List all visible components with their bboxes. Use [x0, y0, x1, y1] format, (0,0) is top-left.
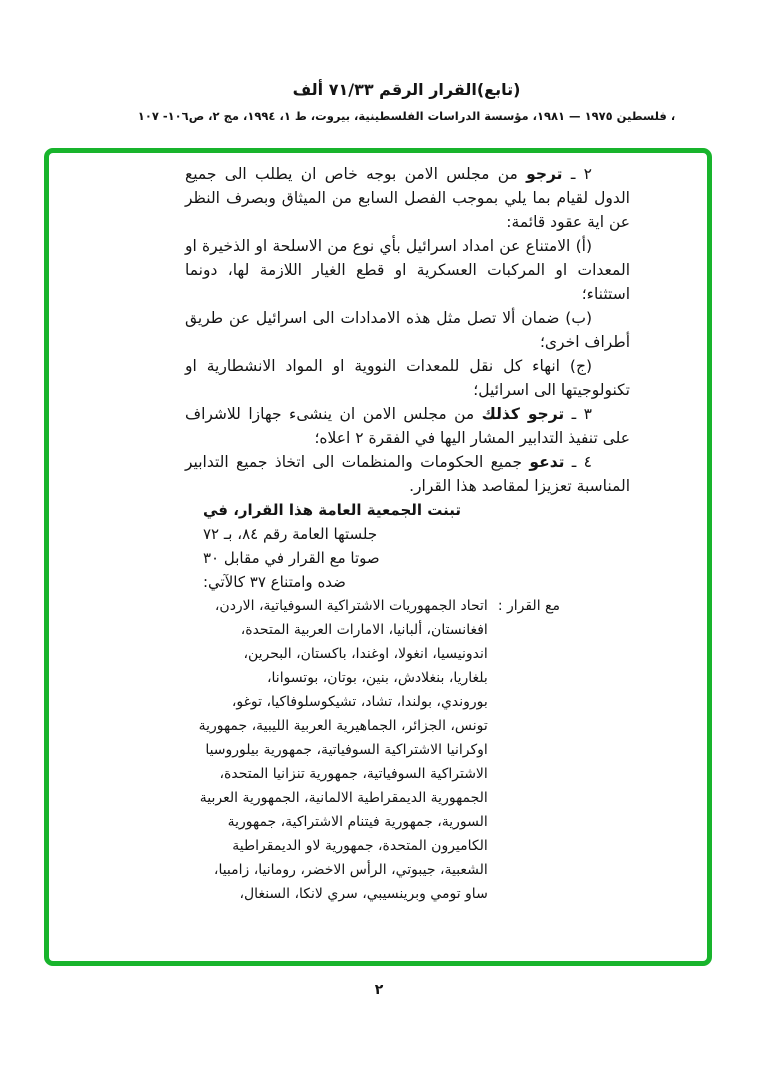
page-header [55, 80, 758, 123]
adoption-line: جلستها العامة رقم ٨٤، بـ ٧٢ [203, 525, 378, 543]
paragraph-2-number: ٢ ـ [562, 165, 592, 183]
source-citation: ، فلسطين ١٩٧٥ — ١٩٨١، مؤسسة الدراسات الفلسطينية، بيروت، ط ١، ١٩٩٤، مج ٢، ص١٠٦- ١٠٧ [137, 109, 676, 123]
paragraph-3-number: ٣ ـ [564, 405, 592, 423]
vote-countries-line: بلغاريا، بنغلادش، بنين، بوتان، بوتسوانا، [267, 670, 488, 686]
vote-countries-line: اوكرانيا الاشتراكية السوفياتية، جمهورية بيلوروسيا [205, 742, 488, 758]
paragraph-4 [185, 450, 630, 498]
clause-a-text: الامتناع عن امداد اسرائيل بأي نوع من الاسلحة او الذخيرة او المعدات او المركبات العسكرية او قطع الغيار اللازمة لها، دونما استثناء؛ [185, 237, 630, 303]
vote-countries-line: تونس، الجزائر، الجماهيرية العربية الليبية، جمهورية [198, 718, 488, 734]
vote-countries-line: الكاميرون المتحدة، جمهورية لاو الديمقراطية [232, 838, 488, 854]
clause-b-marker: (ب) [559, 309, 592, 327]
resolution-title: (تابع)القرار الرقم ٧١/٣٣ ألف [292, 80, 521, 99]
paragraph-4-text: جميع الحكومات والمنظمات الى اتخاذ جميع التدابير المناسبة تعزيزا لمقاصد هذا القرار. [185, 453, 630, 495]
paragraph-2-lead: ترجو [526, 165, 563, 183]
adoption-note [203, 498, 475, 594]
vote-record [200, 594, 560, 906]
vote-countries-line: الجمهورية الديمقراطية الالمانية، الجمهورية العربية [199, 790, 488, 806]
vote-countries-line: الاشتراكية السوفياتية، جمهورية تنزانيا المتحدة، [219, 766, 488, 782]
vote-countries-line: ساو تومي وبرينسيبي، سري لانكا، السنغال، [239, 886, 488, 902]
adoption-line: صوتا مع القرار في مقابل ٣٠ [203, 549, 380, 567]
clause-b [185, 306, 630, 354]
paragraph-4-number: ٤ ـ [564, 453, 592, 471]
vote-countries-line: اتحاد الجمهوريات الاشتراكية السوفياتية، الاردن، [214, 598, 488, 614]
page-number: ٢ [374, 982, 384, 998]
clause-c [185, 354, 630, 402]
adoption-line: ضده وامتناع ٣٧ كالآتي: [203, 573, 346, 591]
adoption-line: تبنت الجمعية العامة هذا القرار، في [203, 501, 462, 519]
vote-countries-list [199, 594, 488, 906]
vote-countries-line: السورية، جمهورية فيتنام الاشتراكية، جمهورية [227, 814, 488, 830]
clause-c-text: انهاء كل نقل للمعدات النووية او المواد الانشطارية او تكنولوجيتها الى اسرائيل؛ [185, 357, 630, 399]
clause-a-marker: (أ) [570, 237, 593, 255]
vote-countries-line: افغانستان، ألبانيا، الامارات العربية المتحدة، [240, 622, 488, 638]
vote-countries-line: اندونيسيا، انغولا، اوغندا، باكستان، البحرين، [243, 646, 488, 662]
vote-for-label: مع القرار : [497, 598, 560, 614]
vote-countries-line: بوروندي، بولندا، تشاد، تشيكوسلوفاكيا، توغو، [231, 694, 488, 710]
clause-b-text: ضمان ألا تصل مثل هذه الامدادات الى اسرائيل عن طريق أطراف اخرى؛ [185, 309, 630, 351]
paragraph-3-lead: ترجو كذلك [481, 405, 565, 423]
paragraph-3 [185, 402, 630, 450]
resolution-body [185, 162, 630, 906]
paragraph-3-text: من مجلس الامن ان ينشىء جهازا للاشراف على تنفيذ التدابير المشار اليها في الفقرة ٢ اعلاه؛ [185, 405, 630, 447]
clause-a [185, 234, 630, 306]
vote-countries-line: الشعبية، جيبوتي، الرأس الاخضر، رومانيا، زامبيا، [213, 862, 488, 878]
clause-c-marker: (ج) [559, 357, 592, 375]
paragraph-2-text: من مجلس الامن بوجه خاص ان يطلب الى جميع الدول لقيام بما يلي بموجب الفصل السابع من الميثاق وبصرف النظر عن اية عقود قائمة: [185, 165, 630, 231]
paragraph-4-lead: تدعو [529, 453, 565, 471]
paragraph-2 [185, 162, 630, 234]
